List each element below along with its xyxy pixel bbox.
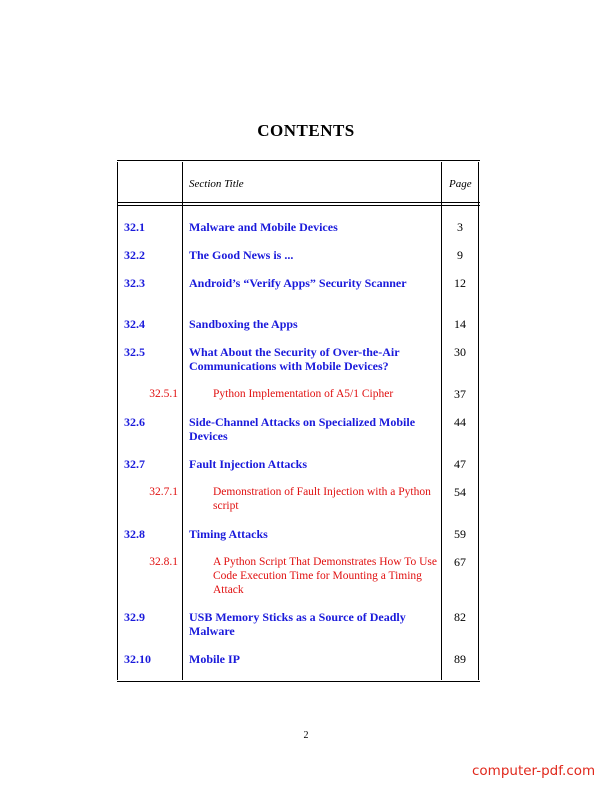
- toc-page-number: 37: [454, 387, 466, 401]
- toc-section-number[interactable]: 32.5: [124, 345, 145, 359]
- toc-section-number[interactable]: 32.5.1: [149, 388, 178, 400]
- toc-page-number: 12: [454, 276, 466, 290]
- toc-section-title[interactable]: A Python Script That Demonstrates How To Use Code Execution Time for Mounting a Timing Attack: [213, 556, 437, 596]
- toc-section-number[interactable]: 32.2: [124, 248, 145, 262]
- header-separator: [117, 202, 480, 206]
- toc-section-number[interactable]: 32.8.1: [149, 556, 178, 568]
- toc-page-number: 47: [454, 457, 466, 471]
- column-header-page: Page: [449, 178, 472, 190]
- toc-section-number[interactable]: 32.9: [124, 610, 145, 624]
- page-number: 2: [303, 730, 309, 741]
- toc-section-number[interactable]: 32.8: [124, 527, 145, 541]
- toc-section-title[interactable]: Python Implementation of A5/1 Cipher: [213, 388, 394, 400]
- toc-section-title[interactable]: Fault Injection Attacks: [189, 457, 307, 471]
- toc-section-title[interactable]: The Good News is ...: [189, 248, 294, 262]
- toc-section-number[interactable]: 32.6: [124, 415, 145, 429]
- toc-section-number[interactable]: 32.7.1: [149, 486, 178, 498]
- toc-page-number: 82: [454, 610, 466, 624]
- toc-section-title[interactable]: USB Memory Sticks as a Source of Deadly Malware: [189, 610, 406, 638]
- toc-page-number: 14: [454, 317, 466, 331]
- toc-page-number: 54: [454, 485, 466, 499]
- toc-section-title[interactable]: Android’s “Verify Apps” Security Scanner: [189, 276, 407, 290]
- toc-section-title[interactable]: Mobile IP: [189, 652, 240, 666]
- toc-page-number: 59: [454, 527, 466, 541]
- toc-section-title[interactable]: What About the Security of Over-the-Air Communications with Mobile Devices?: [189, 345, 400, 373]
- toc-section-title[interactable]: Side-Channel Attacks on Specialized Mobile Devices: [189, 415, 416, 443]
- watermark-logo: computer-pdf.com: [472, 763, 596, 779]
- toc-section-title[interactable]: Demonstration of Fault Injection with a Python script: [213, 486, 431, 512]
- toc-page-number: 30: [454, 345, 466, 359]
- toc-section-number[interactable]: 32.3: [124, 276, 145, 290]
- toc-page-number: 44: [454, 415, 466, 429]
- toc-page-number: 67: [454, 555, 466, 569]
- toc-section-title[interactable]: Sandboxing the Apps: [189, 317, 298, 331]
- toc-section-number[interactable]: 32.7: [124, 457, 145, 471]
- page-title: CONTENTS: [257, 121, 355, 140]
- toc-page-number: 89: [454, 652, 466, 666]
- toc-section-title[interactable]: Malware and Mobile Devices: [189, 220, 338, 234]
- contents-table: [117, 160, 480, 682]
- toc-section-number[interactable]: 32.10: [124, 652, 151, 666]
- toc-page-number: 3: [457, 220, 463, 234]
- toc-page-number: 9: [457, 248, 463, 262]
- toc-section-title[interactable]: Timing Attacks: [189, 527, 268, 541]
- toc-section-number[interactable]: 32.1: [124, 220, 145, 234]
- column-header-section-title: Section Title: [189, 178, 244, 190]
- toc-section-number[interactable]: 32.4: [124, 317, 145, 331]
